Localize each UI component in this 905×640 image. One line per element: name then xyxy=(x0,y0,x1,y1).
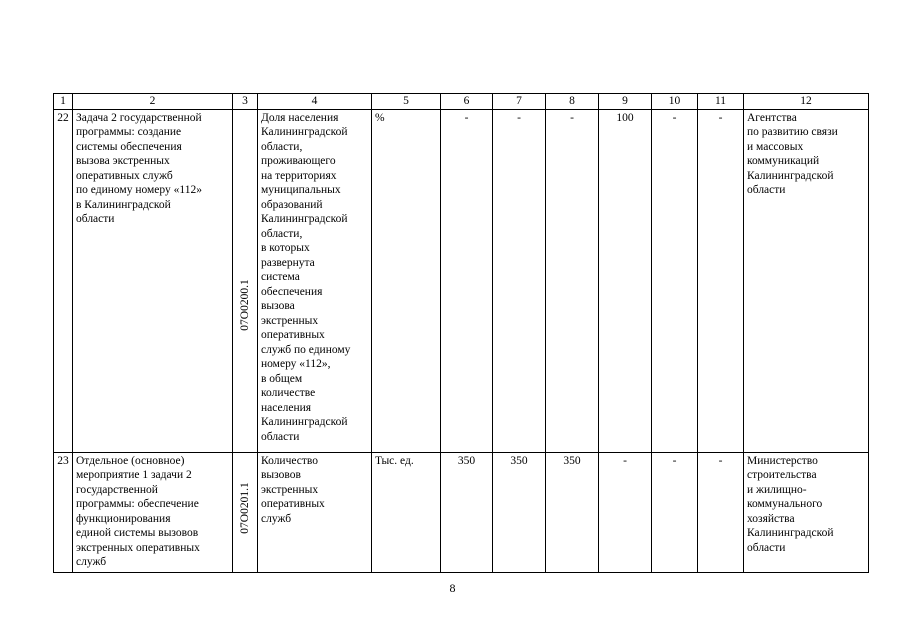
column-header: 5 xyxy=(372,94,441,110)
page-number: 8 xyxy=(449,581,456,595)
task-name: Задача 2 государственной программы: создание системы обеспечения вызова экстренных оперативных служб по единому номеру «112» в Калининградской области xyxy=(73,109,233,452)
row-number: 22 xyxy=(54,109,73,452)
column-header: 2 xyxy=(73,94,233,110)
row-number: 23 xyxy=(54,452,73,572)
value-col-6: 350 xyxy=(441,452,493,572)
program-code-text: 07О0201.1 xyxy=(238,481,251,534)
value-col-9: 100 xyxy=(599,109,652,452)
column-header: 3 xyxy=(233,94,258,110)
responsible-agency: Агентства по развитию связи и массовых коммуникаций Калининградской области xyxy=(744,109,869,452)
unit: % xyxy=(372,109,441,452)
column-header: 6 xyxy=(441,94,493,110)
column-header: 9 xyxy=(599,94,652,110)
value-col-8: 350 xyxy=(546,452,599,572)
value-col-10: - xyxy=(652,452,698,572)
column-header: 11 xyxy=(698,94,744,110)
program-code-text: 07О0200.1 xyxy=(238,278,251,331)
table-row xyxy=(54,452,869,572)
indicator-name: Количество вызовов экстренных оперативных служб xyxy=(258,452,372,572)
table-header-row xyxy=(54,94,869,110)
column-header: 10 xyxy=(652,94,698,110)
value-col-7: 350 xyxy=(493,452,546,572)
value-col-11: - xyxy=(698,452,744,572)
column-header: 7 xyxy=(493,94,546,110)
value-col-9: - xyxy=(599,452,652,572)
value-col-6: - xyxy=(441,109,493,452)
table-row xyxy=(54,109,869,452)
column-header: 1 xyxy=(54,94,73,110)
indicators-table xyxy=(53,93,869,573)
indicator-name: Доля населения Калининградской области, проживающего на территориях муниципальных образований Калининградской области, в которых развернута система обеспечения вызова экстренных оперативных служб по единому номеру «112», в общем количестве населения Калининградской области xyxy=(258,109,372,452)
value-col-8: - xyxy=(546,109,599,452)
program-code xyxy=(233,452,258,572)
column-header: 12 xyxy=(744,94,869,110)
value-col-7: - xyxy=(493,109,546,452)
column-header: 8 xyxy=(546,94,599,110)
value-col-11: - xyxy=(698,109,744,452)
column-header: 4 xyxy=(258,94,372,110)
task-name: Отдельное (основное) мероприятие 1 задачи 2 государственной программы: обеспечение функционирования единой системы вызовов экстренных оперативных служб xyxy=(73,452,233,572)
value-col-10: - xyxy=(652,109,698,452)
responsible-agency: Министерство строительства и жилищно- коммунального хозяйства Калининградской области xyxy=(744,452,869,572)
program-code xyxy=(233,109,258,452)
unit: Тыс. ед. xyxy=(372,452,441,572)
